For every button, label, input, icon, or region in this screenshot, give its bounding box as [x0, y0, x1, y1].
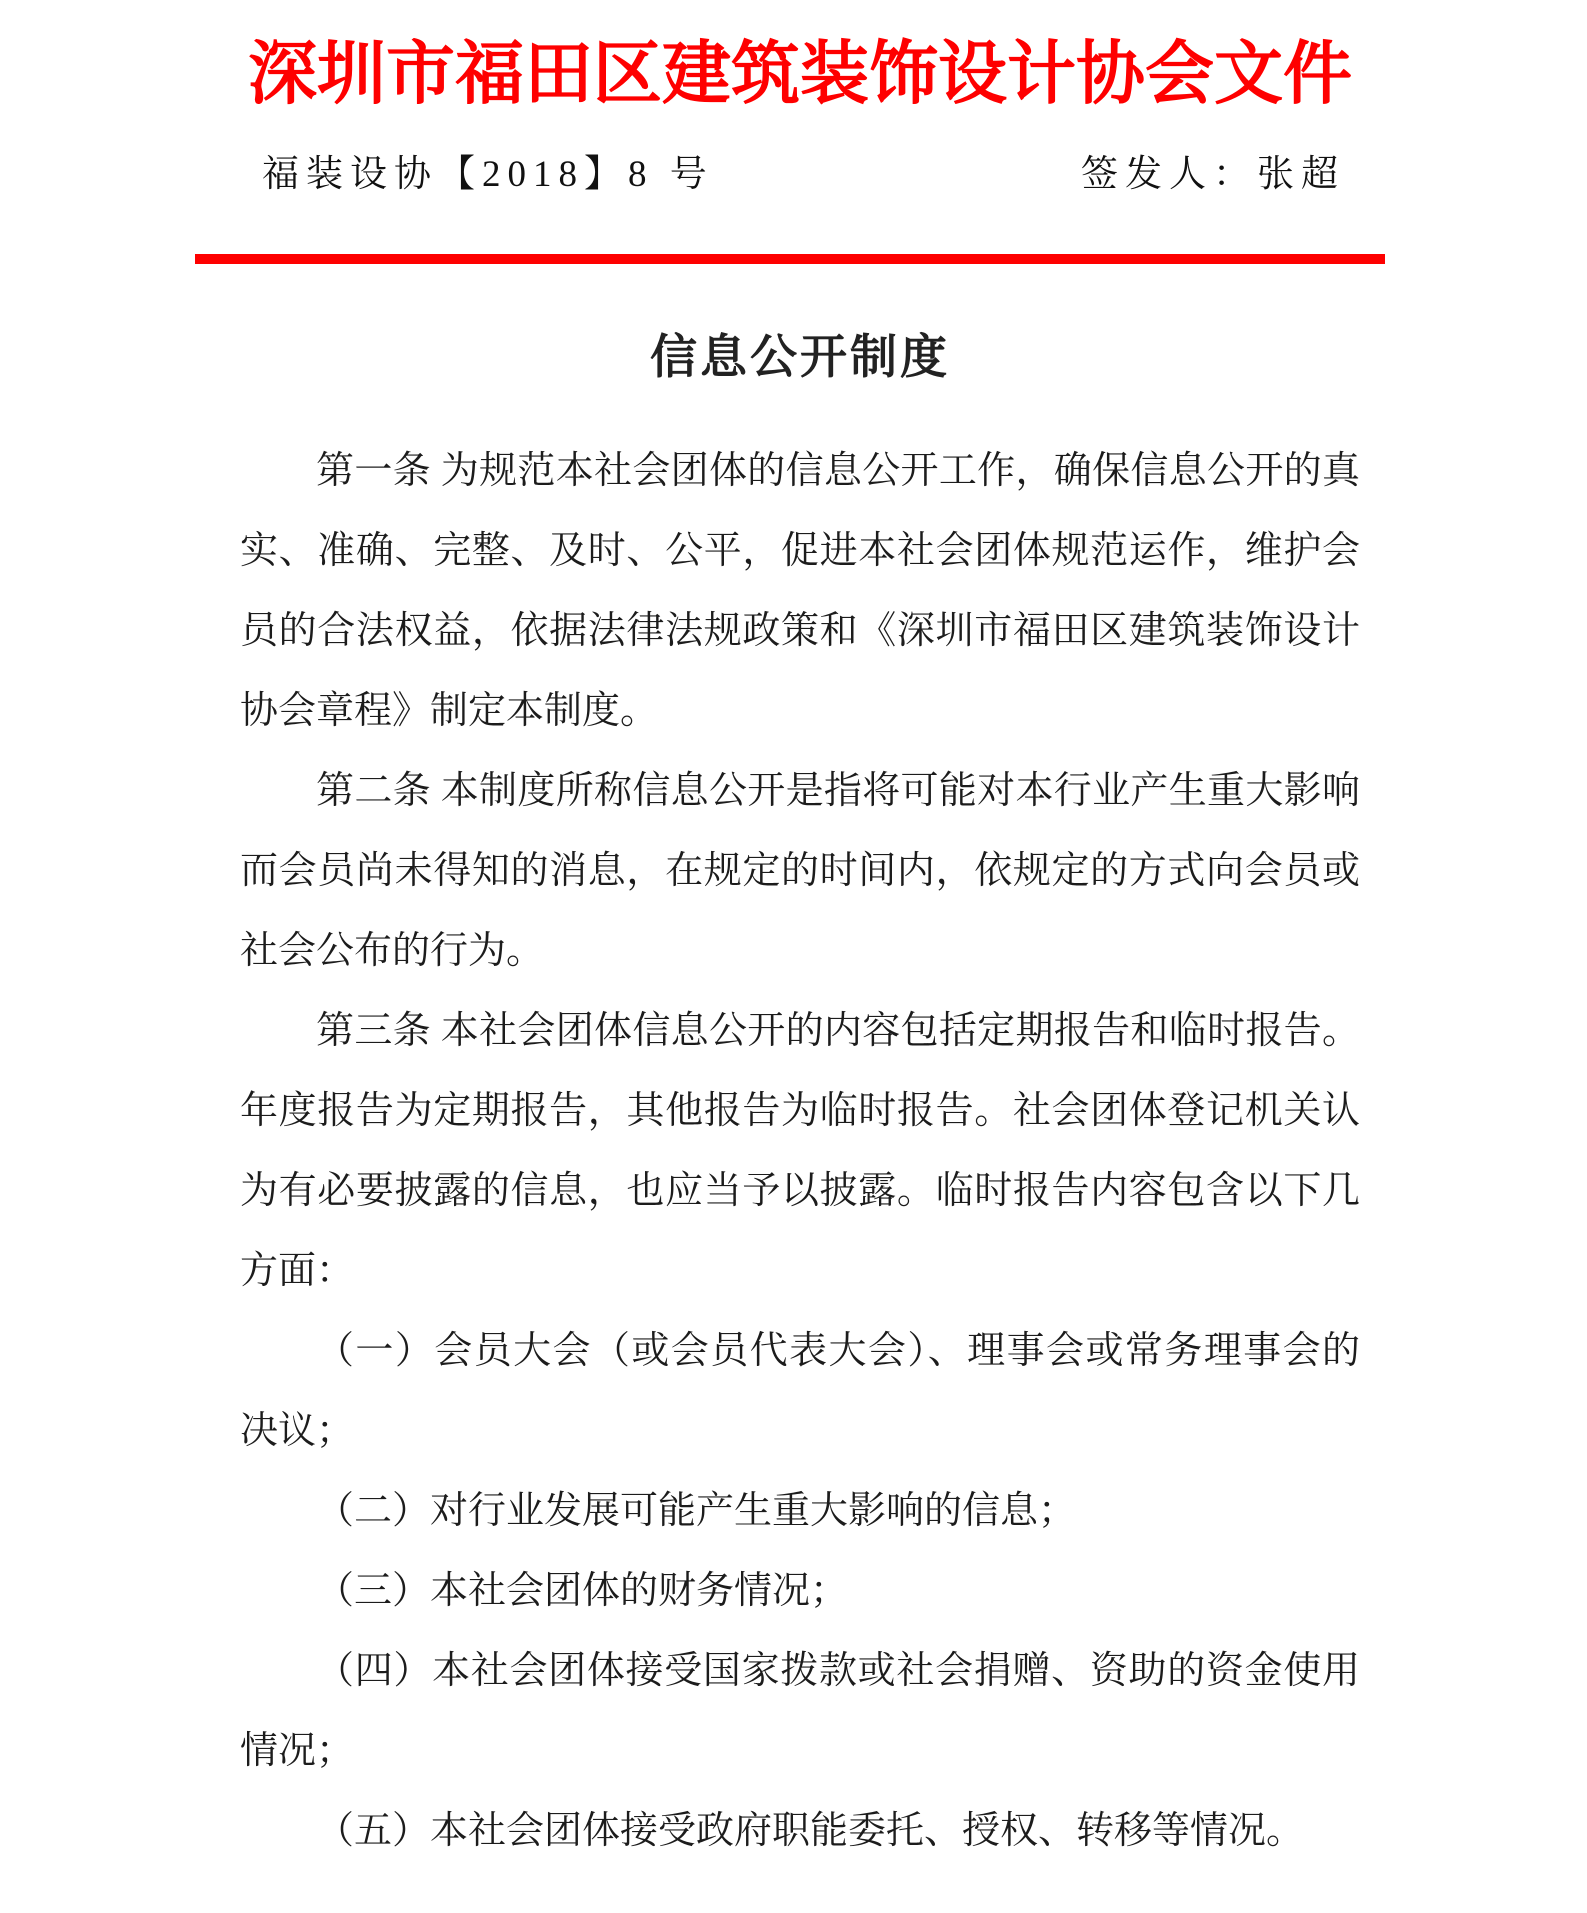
document-title: 信息公开制度 [650, 331, 950, 384]
document-page [0, 30, 1587, 1913]
paragraph-article-1: 第一条 为规范本社会团体的信息公开工作，确保信息公开的真实、准确、完整、及时、公平，促进本社会团体规范运作，维护会员的合法权益，依据法律法规政策和《深圳市福田区建筑装饰设计协会章程》制定本制度。 [240, 449, 1360, 732]
doc-number: 福装设协【2018】8 号 [262, 153, 714, 195]
paragraph-item-1: （一）会员大会（或会员代表大会）、理事会或常务理事会的决议； [240, 1329, 1360, 1452]
paragraph-item-5: （五）本社会团体接受政府职能委托、授权、转移等情况。 [316, 1809, 1305, 1852]
red-divider-line [195, 254, 1385, 264]
signer-label: 签发人： [1081, 153, 1257, 195]
signer-name: 张超 [1257, 153, 1345, 195]
paragraph-article-3: 第三条 本社会团体信息公开的内容包括定期报告和临时报告。年度报告为定期报告，其他报告为临时报告。社会团体登记机关认为有必要披露的信息，也应当予以披露。临时报告内容包含以下几方面： [240, 1009, 1360, 1292]
document-body [240, 328, 1360, 1871]
paragraph-item-3: （三）本社会团体的财务情况； [316, 1569, 849, 1612]
document-header [240, 30, 1360, 264]
paragraph-article-2: 第二条 本制度所称信息公开是指将可能对本行业产生重大影响而会员尚未得知的消息，在规定的时间内，依规定的方式向会员或社会公布的行为。 [240, 769, 1360, 972]
letterhead-title: 深圳市福田区建筑装饰设计协会文件 [248, 36, 1352, 112]
doc-info-row [240, 150, 1360, 200]
paragraph-item-2: （二）对行业发展可能产生重大影响的信息； [316, 1489, 1077, 1532]
body-text [240, 431, 1360, 1871]
signer [1081, 150, 1345, 200]
document-content [240, 30, 1360, 1871]
paragraph-item-4: （四）本社会团体接受国家拨款或社会捐赠、资助的资金使用情况； [240, 1649, 1360, 1772]
